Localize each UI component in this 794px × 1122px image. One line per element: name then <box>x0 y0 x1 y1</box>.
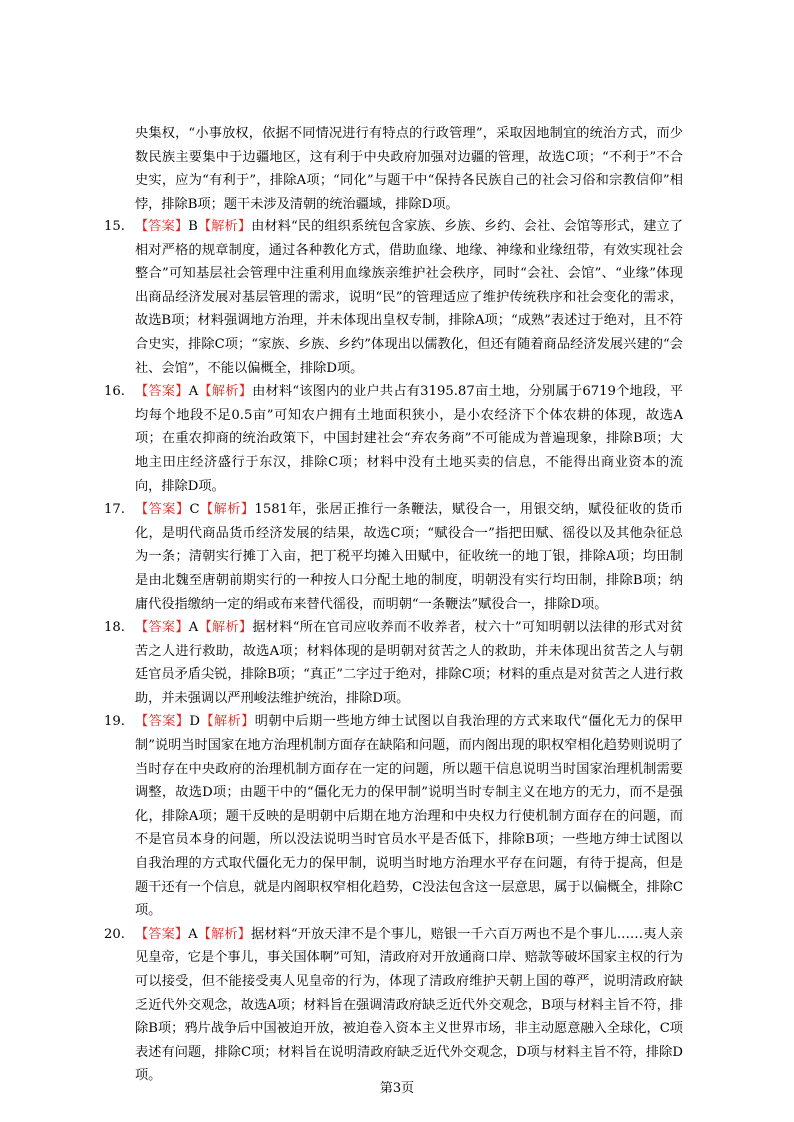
answer-label: 【答案】 <box>135 502 190 518</box>
answer-item-17 <box>104 498 683 616</box>
answer-item-19 <box>104 710 683 922</box>
answer-value: C <box>189 502 200 518</box>
page-number: 第3页 <box>379 1081 415 1096</box>
answer-value: A <box>188 620 199 636</box>
answer-item-20 <box>104 923 683 1088</box>
item-number: 18. <box>104 620 125 636</box>
answer-label: 【答案】 <box>135 620 189 636</box>
item-number: 20. <box>104 926 125 942</box>
lead-paragraph: 央集权，“小事放权，依据不同情况进行有特点的行政管理”，采取因地制宜的统治方式，而少数民族主要集中于边疆地区，这有利于中央政府加强对边疆的管理，故选C项；“不利于”不合史实，应为“有利于”，排除A项；“同化”与题干中“保持各民族自己的社会习俗和宗教信仰”相悖，排除B项；题干未涉及清朝的统治疆域，排除D项。 <box>135 126 683 212</box>
answer-list <box>104 215 683 1088</box>
answer-value: A <box>188 926 198 942</box>
answer-label: 【答案】 <box>135 714 190 730</box>
answer-item-15 <box>104 215 683 380</box>
item-number: 17. <box>104 502 125 518</box>
answer-item-16 <box>104 380 683 498</box>
item-number: 19. <box>104 714 125 730</box>
answer-value: B <box>188 219 198 234</box>
answer-value: A <box>188 384 199 400</box>
analysis-label: 【解析】 <box>197 926 251 942</box>
analysis-label: 【解析】 <box>198 384 253 400</box>
answer-value: D <box>189 714 200 730</box>
answer-label: 【答案】 <box>135 384 189 400</box>
analysis-label: 【解析】 <box>199 714 255 730</box>
analysis-text: 由材料“该图内的业户共占有3195.87亩土地，分别属于6719个地段，平均每个地段不足0.5亩”可知农户拥有土地面积狭小，是小农经济下个体农耕的体现，故选A项；在重农抑商的统治政策下，中国封建社会“弃农务商”不可能成为普遍现象，排除B项；大地主田庄经济盛行于东汉，排除C项；材料中没有土地买卖的信息，不能得出商业资本的流向，排除D项。 <box>135 384 683 494</box>
item-number: 15. <box>104 219 125 234</box>
answer-label: 【答案】 <box>135 219 189 234</box>
analysis-label: 【解析】 <box>197 219 252 234</box>
answer-label: 【答案】 <box>135 926 189 942</box>
analysis-text: 明朝中后期一些地方绅士试图以自我治理的方式来取代“僵化无力的保甲制”说明当时国家在地方治理机制方面存在缺陷和问题，而内阁出现的职权窄相化趋势则说明了当时存在中央政府的治理机制方面存在一定的问题，所以题干信息说明当时国家治理机制需要调整，故选D项；由题干中的“僵化无力的保甲制”说明当时专制主义在地方的无力，而不是强化，排除A项；题干反映的是明朝中后期在地方治理和中央权力行使机制方面存在的问题，而不是官员本身的问题，所以没法说明当时官员水平是否低下，排除B项；一些地方绅士试图以自我治理的方式取代僵化无力的保甲制，说明当时地方治理水平存在问题，有待于提高，但是题干还有一个信息，就是内阁职权窄相化趋势，C没法包含这一层意思，属于以偏概全，排除C项。 <box>135 714 683 919</box>
analysis-label: 【解析】 <box>198 620 253 636</box>
item-number: 16. <box>104 384 125 400</box>
analysis-text: 据材料“所在官司应收养而不收养者，杖六十”可知明朝以法律的形式对贫苦之人进行救助，故选A项；材料体现的是明朝对贫苦之人的救助，并未体现出贫苦之人与朝廷官员矛盾尖锐，排除B项；“真正”二字过于绝对，排除C项；材料的重点是对贫苦之人进行救助，并未强调以严刑峻法维护统治，排除D项。 <box>135 620 684 706</box>
analysis-text: 据材料“开放天津不是个事儿，赔银一千六百万两也不是个事儿……夷人亲见皇帝，它是个事儿，事关国体啊”可知，清政府对开放通商口岸、赔款等破坏国家主权的行为可以接受，但不能接受夷人见皇帝的行为，体现了清政府维护天朝上国的尊严，说明清政府缺乏近代外交观念，故选A项；材料旨在强调清政府缺乏近代外交观念，B项与材料主旨不符，排除B项；鸦片战争后中国被迫开放，被迫卷入资本主义世界市场，非主动愿意融入全球化，C项表述有问题，排除C项；材料旨在说明清政府缺乏近代外交观念，D项与材料主旨不符，排除D项。 <box>135 926 683 1084</box>
analysis-label: 【解析】 <box>199 502 255 518</box>
answer-item-18 <box>104 616 683 710</box>
analysis-text: 由材料“民的组织系统包含家族、乡族、乡约、会社、会馆等形式，建立了相对严格的规章制度，通过各种教化方式，借助血缘、地缘、神缘和业缘纽带，有效实现社会整合”可知基层社会管理中注重利用血缘族亲维护社会秩序，同时“会社、会馆”、“业缘”体现出商品经济发展对基层管理的需求，说明“民”的管理适应了维护传统秩序和社会变化的需求，故选B项；材料强调地方治理，并未体现出皇权专制，排除A项；“成熟”表述过于绝对，且不符合史实，排除C项；“家族、乡族、乡约”体现出以儒教化，但还有随着商品经济发展兴建的“会社、会馆”，不能以偏概全，排除D项。 <box>135 219 684 376</box>
analysis-text: 1581年，张居正推行一条鞭法，赋役合一，用银交纳，赋役征收的货币化，是明代商品货币经济发展的结果，故选C项；“赋役合一”指把田赋、徭役以及其他杂征总为一条；清朝实行摊丁入亩，把丁税平均摊入田赋中，征收统一的地丁银，排除A项；均田制是由北魏至唐朝前期实行的一种按人口分配土地的制度，明朝没有实行均田制，排除B项；纳庸代役指缴纳一定的绢或布来替代徭役，而明朝“一条鞭法”赋役合一，排除D项。 <box>135 502 684 612</box>
